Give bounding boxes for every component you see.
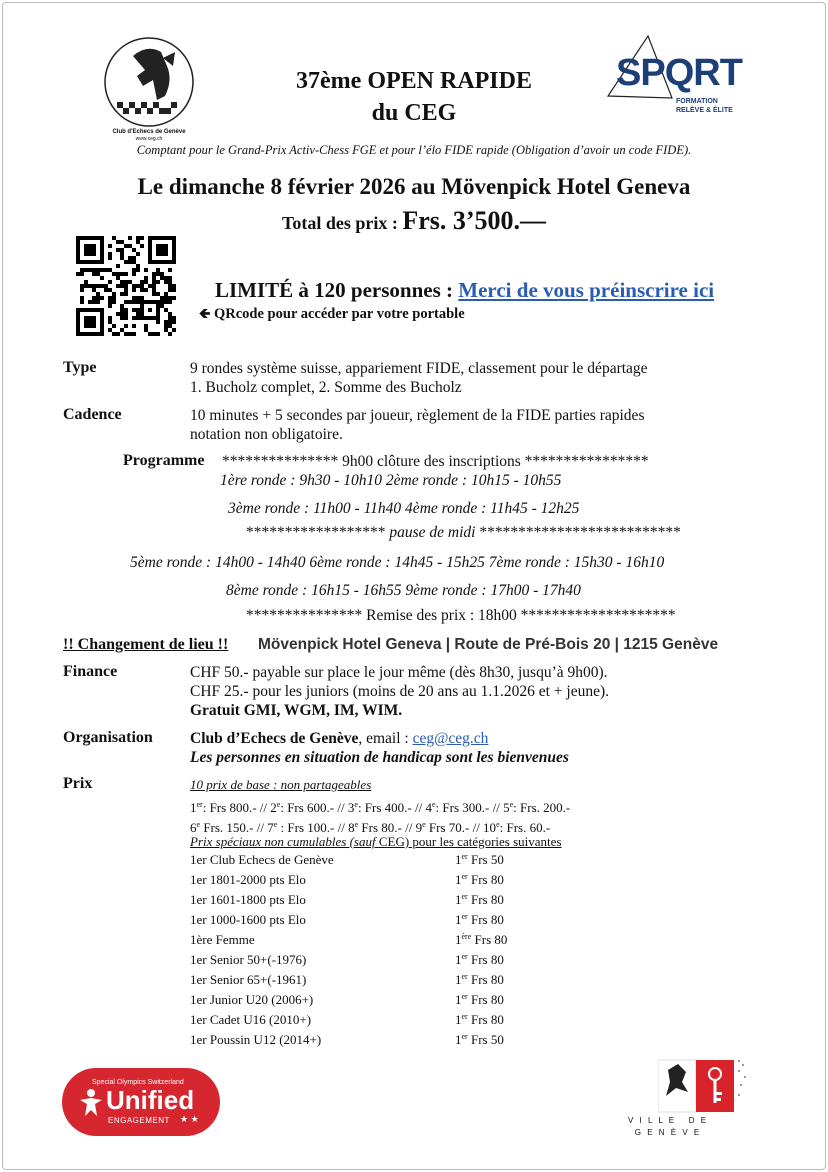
type-line-2: 1. Bucholz complet, 2. Somme des Bucholz: [190, 379, 462, 396]
sport-word: SPQRT: [616, 52, 742, 94]
prize-category-name: 1er 1000-1600 pts Elo: [190, 912, 306, 927]
organisation-club: Club d’Echecs de Genève: [190, 730, 359, 747]
programme-line-5: 5ème ronde : 14h00 - 14h40 6ème ronde : 14h45 - 15h25 7ème ronde : 15h30 - 16h10: [130, 554, 665, 571]
title-line-2: du CEG: [371, 100, 457, 126]
sport-sub-1: FORMATION: [676, 98, 718, 105]
prix-base-title: 10 prix de base : non partageables: [190, 777, 372, 792]
base-line-2-part: e: [354, 820, 359, 829]
base-line-1-part: : Frs. 200.-: [513, 800, 571, 815]
special-title-a: Prix spéciaux non cumulables (sauf: [190, 834, 379, 849]
ceg-club-url: www.ceg.ch: [135, 136, 163, 142]
cadence-line-2: notation non obligatoire.: [190, 426, 343, 443]
programme-line-2: 1ère ronde : 9h30 - 10h10 2ème ronde : 10h15 - 10h55: [220, 472, 562, 489]
base-line-2-part: Frs 70.- // 10: [425, 820, 497, 835]
base-line-2-part: Frs 80.- // 9: [358, 820, 423, 835]
base-line-2-part: e: [196, 820, 201, 829]
prize-category-amount: 1er Frs 50: [455, 1032, 504, 1047]
prize-category-amount: 1er Frs 50: [455, 852, 504, 867]
base-line-2-part: : Frs 100.- // 8: [277, 820, 355, 835]
base-line-1-part: e: [276, 800, 281, 809]
venue-change-label: !! Changement de lieu !!: [63, 636, 229, 653]
prize-category-name: 1er Club Echecs de Genève: [190, 852, 334, 867]
programme-line-1: *************** 9h00 clôture des inscriptions ****************: [222, 453, 649, 470]
prize-category-name: 1er 1601-1800 pts Elo: [190, 892, 306, 907]
pause-stars-b: **************************: [479, 524, 681, 541]
finance-line-3: Gratuit GMI, WGM, IM, WIM.: [190, 702, 403, 719]
programme-line-6: 8ème ronde : 16h15 - 16h55 9ème ronde : 17h00 - 17h40: [226, 582, 581, 599]
prix-special-title: [190, 832, 562, 852]
base-line-1-part: : Frs 300.- // 5: [435, 800, 510, 815]
base-line-1-part: e: [431, 800, 436, 809]
base-line-1-part: : Frs 800.- // 2: [202, 800, 277, 815]
base-line-1-part: : Frs 600.- // 3: [280, 800, 355, 815]
limit-label: LIMITÉ à 120 personnes :: [215, 278, 459, 302]
ville-de-geneve-logo: [588, 1048, 748, 1140]
base-line-2-part: : Frs. 60.-: [499, 820, 551, 835]
type-label: Type: [63, 359, 97, 376]
prize-category-name: 1er Senior 50+(-1976): [190, 952, 307, 967]
subtitle: Comptant pour le Grand-Prix Activ-Chess FGE et pour l’élo FIDE rapide (Obligation d’avoir un code FIDE).: [136, 143, 692, 157]
prize-category-amount: 1ère Frs 80: [455, 932, 508, 947]
total-label: Total des prix :: [281, 213, 403, 233]
sport-sub-2: RELÈVE & ÉLITE: [676, 107, 733, 114]
title-line-1: 37ème OPEN RAPIDE: [296, 68, 532, 94]
base-line-1-part: er: [196, 800, 203, 809]
prize-category-name: 1er Poussin U12 (2014+): [190, 1032, 322, 1047]
email-link[interactable]: ceg@ceg.ch: [412, 730, 489, 747]
registration-limit: [215, 278, 714, 303]
unified-word: Unified: [106, 1085, 195, 1115]
finance-line-2: CHF 25.- pour les juniors (moins de 20 ans au 1.1.2026 et + jeune).: [190, 683, 610, 700]
prize-category-amount: 1er Frs 80: [455, 912, 504, 927]
finance-label: Finance: [63, 663, 118, 680]
total-value: Frs. 3’500.—: [402, 206, 547, 235]
programme-line-3: 3ème ronde : 11h00 - 11h40 4ème ronde : 11h45 - 12h25: [228, 500, 580, 517]
prize-category-name: 1er 1801-2000 pts Elo: [190, 872, 306, 887]
organisation-line-1: [190, 729, 488, 748]
programme-line-7: *************** Remise des prix : 18h00 ********************: [246, 607, 676, 624]
programme-line-4: [246, 523, 681, 542]
ceg-club-name: Club d'Echecs de Genève: [112, 129, 186, 135]
base-line-2-part: Frs. 150.- // 7: [200, 820, 274, 835]
type-line-1: 9 rondes système suisse, appariement FIDE, classement pour le départage: [190, 360, 648, 377]
prize-category-amount: 1er Frs 80: [455, 952, 504, 967]
cadence-line-1: 10 minutes + 5 secondes par joueur, règlement de la FIDE parties rapides: [190, 407, 645, 424]
prize-category-amount: 1er Frs 80: [455, 872, 504, 887]
base-line-2-part: 6: [190, 820, 197, 835]
prize-category-amount: 1er Frs 80: [455, 992, 504, 1007]
base-line-1-part: e: [509, 800, 514, 809]
email-label: , email :: [358, 730, 413, 747]
total-prize-line: [0, 206, 828, 236]
left-arrow-icon: 🡸: [199, 305, 211, 321]
prize-category-name: 1ère Femme: [190, 932, 255, 947]
ville-line-2: G E N È V E: [634, 1128, 702, 1137]
pause-text: pause de midi: [385, 524, 480, 541]
prize-category-name: 1er Cadet U16 (2010+): [190, 1012, 312, 1027]
prix-label: Prix: [63, 775, 93, 792]
cadence-label: Cadence: [63, 406, 122, 423]
base-line-1-part: e: [354, 800, 358, 809]
unified-stars-icon: ★ ★: [180, 1114, 199, 1124]
finance-line-1: CHF 50.- payable sur place le jour même (dès 8h30, jusqu’à 9h00).: [190, 664, 608, 681]
prize-category-name: 1er Junior U20 (2006+): [190, 992, 314, 1007]
base-line-2-part: e: [273, 820, 278, 829]
organisation-welcome: Les personnes en situation de handicap sont les bienvenues: [190, 749, 569, 766]
qr-note: [199, 303, 465, 327]
base-line-2-part: e: [422, 820, 426, 829]
unified-logo: [62, 1068, 220, 1136]
unified-sub: ENGAGEMENT: [108, 1116, 170, 1125]
organisation-label: Organisation: [63, 729, 153, 746]
programme-label: Programme: [123, 452, 205, 469]
pause-stars-a: ******************: [246, 524, 386, 541]
unified-figure-icon: [78, 1088, 104, 1118]
venue-address: Mövenpick Hotel Geneva | Route de Pré-Bois 20 | 1215 Genève: [258, 636, 719, 653]
base-line-1-part: 1: [190, 800, 197, 815]
base-line-2-part: e: [496, 820, 500, 829]
prize-category-name: 1er Senior 65+(-1961): [190, 972, 307, 987]
qr-note-text: QRcode pour accéder par votre portable: [214, 306, 465, 322]
special-title-b: CEG) pour les catégories suivantes: [378, 834, 562, 849]
unified-top-text: Special Olympics Switzerland: [92, 1079, 184, 1086]
prize-category-amount: 1er Frs 80: [455, 1012, 504, 1027]
prize-category-amount: 1er Frs 80: [455, 972, 504, 987]
preregister-link[interactable]: Merci de vous préinscrire ici: [458, 278, 715, 302]
ville-line-1: V I L L E D E: [627, 1116, 709, 1125]
prize-category-amount: 1er Frs 80: [455, 892, 504, 907]
date-line: Le dimanche 8 février 2026 au Mövenpick Hotel Geneva: [137, 174, 691, 199]
registration-qr-code[interactable]: [76, 236, 176, 336]
base-line-1-part: : Frs 400.- // 4: [357, 800, 432, 815]
